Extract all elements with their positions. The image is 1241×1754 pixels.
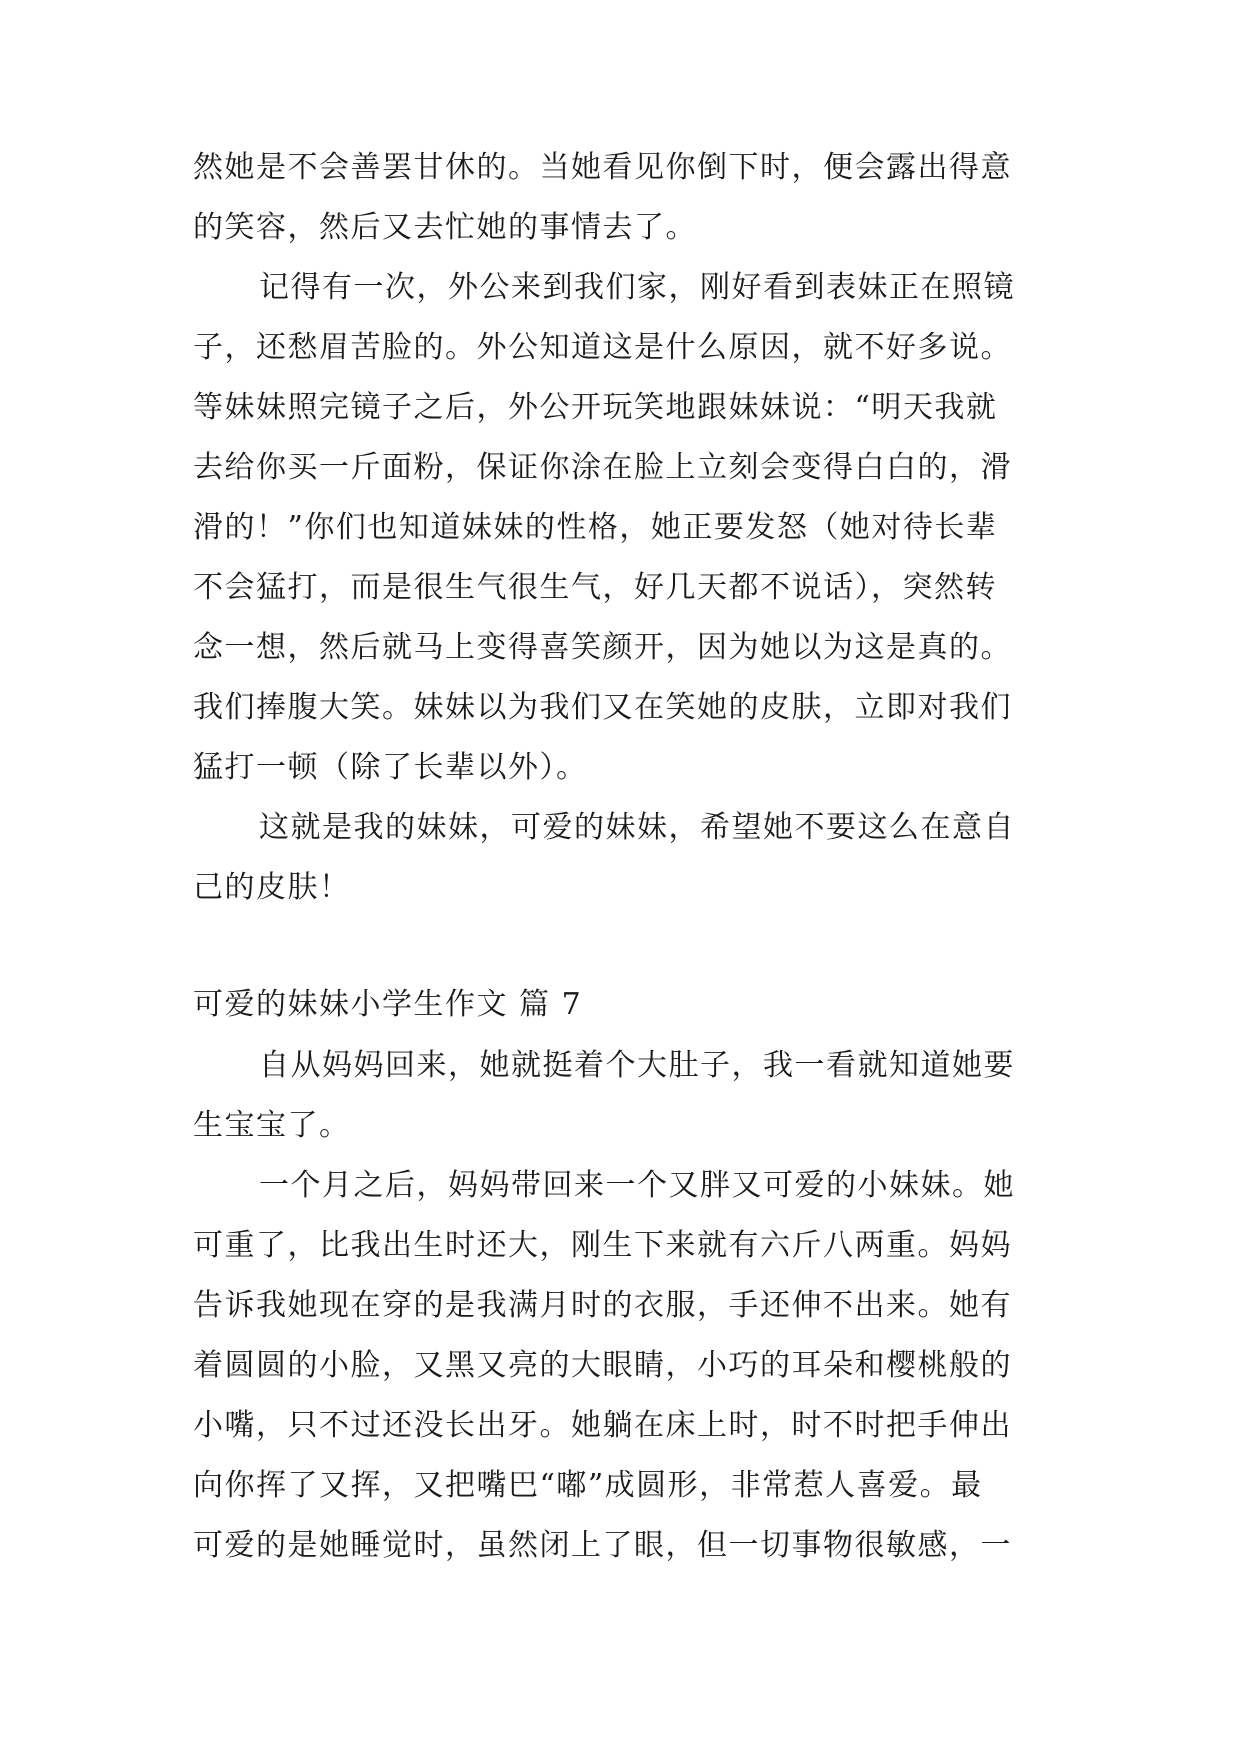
paragraph-line: 生宝宝了。 (193, 1108, 351, 1143)
paragraph-line: 的笑容，然后又去忙她的事情去了。 (193, 210, 697, 245)
paragraph-line: 不会猛打，而是很生气很生气，好几天都不说话），突然转 (193, 570, 997, 605)
paragraph-line: 然她是不会善罢甘休的。当她看见你倒下时，便会露出得意 (193, 150, 1012, 185)
paragraph-line: 念一想，然后就马上变得喜笑颜开，因为她以为这是真的。 (193, 630, 1012, 665)
paragraph-line: 猛打一顿（除了长辈以外）。 (193, 750, 588, 785)
paragraph-line: 告诉我她现在穿的是我满月时的衣服，手还伸不出来。她有 (193, 1288, 1012, 1323)
paragraph-line: 这就是我的妹妹，可爱的妹妹，希望她不要这么在意自 (259, 810, 1015, 845)
paragraph-line: 去给你买一斤面粉，保证你涂在脸上立刻会变得白白的，滑 (193, 450, 1012, 485)
paragraph-line: 子，还愁眉苦脸的。外公知道这是什么原因，就不好多说。 (193, 330, 1012, 365)
paragraph-line: 己的皮肤！ (193, 870, 351, 905)
paragraph-line: 向你挥了又挥，又把嘴巴“嘟”成圆形，非常惹人喜爱。最 (193, 1468, 983, 1503)
paragraph-line: 可爱的是她睡觉时，虽然闭上了眼，但一切事物很敏感，一 (193, 1528, 1012, 1563)
section-title: 可爱的妹妹小学生作文 篇 7 (193, 987, 583, 1022)
paragraph-line: 等妹妹照完镜子之后，外公开玩笑地跟妹妹说：“明天我就 (193, 390, 998, 425)
essay-section-7 (193, 1036, 1053, 1576)
paragraph-line: 一个月之后，妈妈带回来一个又胖又可爱的小妹妹。她 (259, 1168, 1015, 1203)
paragraph-line: 自从妈妈回来，她就挺着个大肚子，我一看就知道她要 (259, 1048, 1015, 1083)
paragraph-line: 可重了，比我出生时还大，刚生下来就有六斤八两重。妈妈 (193, 1228, 1012, 1263)
paragraph-line: 小嘴，只不过还没长出牙。她躺在床上时，时不时把手伸出 (193, 1408, 1012, 1443)
paragraph-line: 我们捧腹大笑。妹妹以为我们又在笑她的皮肤，立即对我们 (193, 690, 1012, 725)
essay-continuation (193, 138, 1053, 918)
paragraph-line: 着圆圆的小脸，又黑又亮的大眼睛，小巧的耳朵和樱桃般的 (193, 1348, 1012, 1383)
paragraph-line: 滑的！”你们也知道妹妹的性格，她正要发怒（她对待长辈 (193, 510, 998, 545)
paragraph-line: 记得有一次，外公来到我们家，刚好看到表妹正在照镜 (259, 270, 1015, 305)
